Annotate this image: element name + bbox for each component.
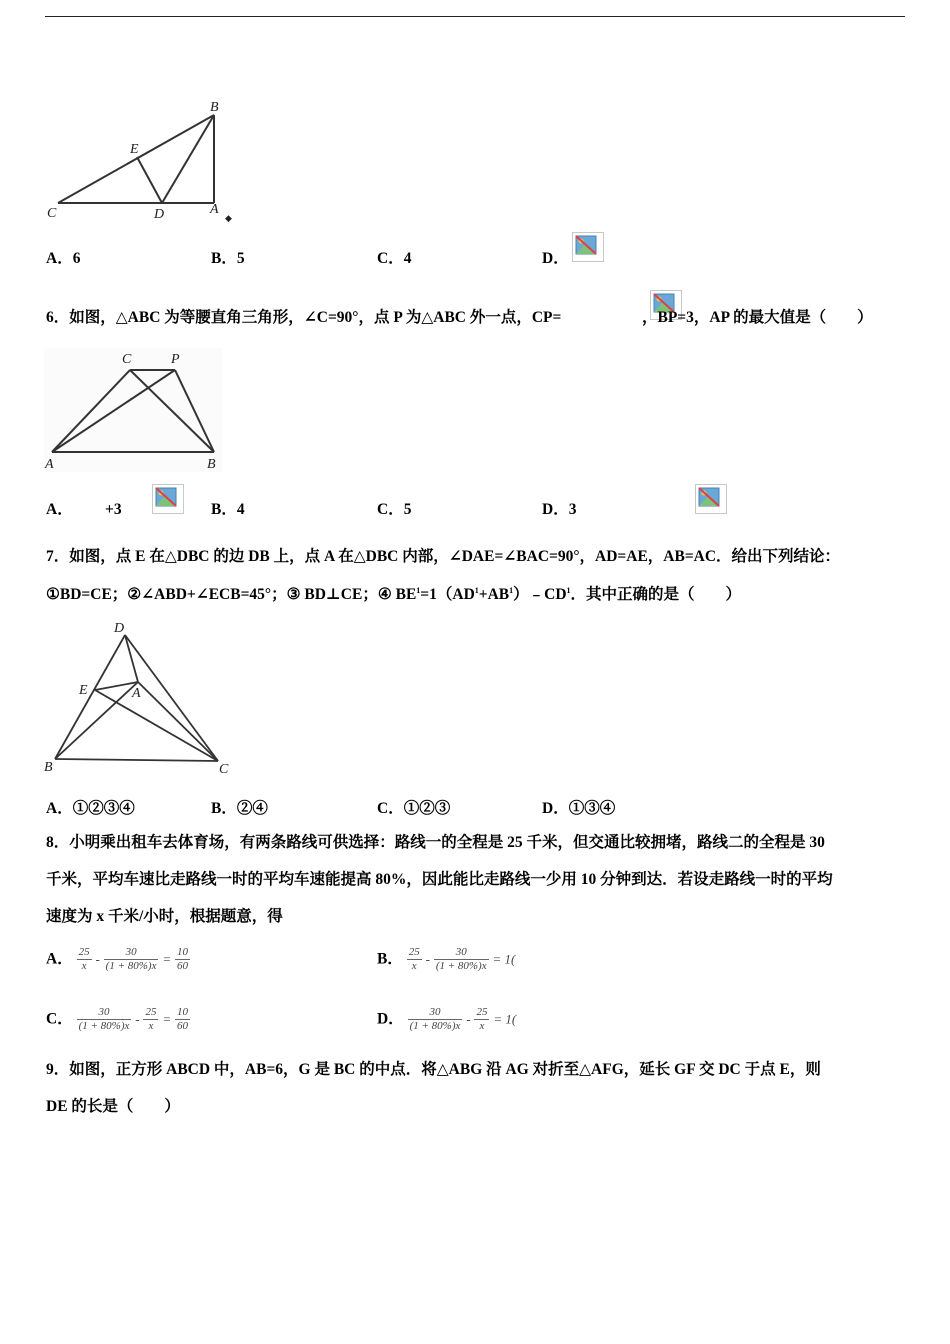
q7-sup4: 1: [566, 586, 571, 595]
q7-option-c: [377, 799, 450, 819]
q7-part4: ）﹣CD: [513, 586, 567, 604]
q5-option-c-text: 4: [403, 250, 412, 267]
q7-option-c-label: C．: [377, 800, 404, 817]
numerator: 25: [476, 1006, 488, 1018]
q9-stem-line2: DE 的长是（ ）: [46, 1098, 180, 1115]
q6-option-d: [542, 500, 576, 520]
figure-q5: [44, 95, 244, 225]
q6-option-a-label: A．: [46, 501, 73, 518]
figure-q7: [40, 615, 240, 780]
q8-option-a: [46, 946, 190, 973]
denominator: x: [411, 960, 417, 972]
fig5-mark: ◆: [225, 213, 232, 223]
q8-option-c-label: C．: [46, 1010, 73, 1028]
equals-sign: = 1(: [493, 1011, 517, 1027]
denominator: 60: [177, 1020, 188, 1032]
q6-stem-before: 6．如图，△ABC 为等腰直角三角形，∠C=90°，点 P 为△ABC 外一点，CP=: [46, 309, 562, 326]
fraction: [407, 946, 422, 973]
q6-option-b-text: 4: [236, 501, 245, 518]
numerator: 10: [177, 1006, 188, 1018]
figure-q6: [44, 348, 224, 474]
fraction: [77, 946, 92, 973]
q6-option-c-text: 5: [403, 501, 412, 518]
fig5-label-E: E: [130, 142, 139, 157]
q7-option-a-text: ①②③④: [72, 800, 135, 817]
numerator: 25: [145, 1006, 157, 1018]
q5-option-c: [377, 249, 411, 269]
q7-option-a: [46, 799, 135, 819]
equals-sign: = 1(: [492, 951, 516, 967]
q6-option-b-label: B．: [211, 501, 237, 518]
q7-sup2: 1: [474, 586, 479, 595]
q8-option-c: [46, 1006, 190, 1033]
q8-option-d-label: D．: [377, 1010, 404, 1028]
fraction: [143, 1006, 158, 1033]
q8-option-a-label: A．: [46, 950, 73, 968]
fig7-label-E: E: [79, 683, 88, 698]
numerator: 10: [177, 946, 188, 958]
minus-sign: -: [135, 1011, 140, 1027]
fraction: [175, 946, 190, 973]
q8-option-b: [377, 946, 515, 973]
fraction: [77, 1006, 132, 1033]
q5-option-d: [542, 249, 569, 269]
q6-stem: [46, 308, 561, 328]
q7-part5: ．其中正确的是（ ）: [570, 586, 742, 604]
equals-sign: =: [162, 951, 172, 967]
q6-option-a-text: +3: [105, 501, 122, 518]
equals-sign: =: [162, 1011, 172, 1027]
minus-sign: -: [95, 951, 100, 967]
q5-option-a: [46, 249, 80, 269]
denominator: (1 + 80%)x: [78, 1020, 130, 1032]
denominator: (1 + 80%)x: [105, 960, 157, 972]
numerator: 30: [77, 1006, 132, 1020]
q7-option-d: [542, 799, 615, 819]
denominator: x: [81, 960, 87, 972]
image-placeholder-icon: [152, 484, 184, 514]
fig5-label-D: D: [154, 207, 165, 222]
fig5-label-B: B: [210, 100, 219, 115]
q5-option-d-label: D．: [542, 250, 569, 267]
q5-option-b-label: B．: [211, 250, 237, 267]
fig6-label-B: B: [207, 457, 216, 472]
fig6-label-A: A: [45, 457, 54, 472]
image-placeholder-icon: [695, 484, 727, 514]
q9-stem-line1: 9．如图，正方形 ABCD 中，AB=6，G 是 BC 的中点．将△ABG 沿 AG 对折至△AFG，延长 GF 交 DC 于点 E，则: [46, 1061, 821, 1078]
image-placeholder-icon: [572, 232, 604, 262]
denominator: (1 + 80%)x: [435, 960, 487, 972]
numerator: 30: [434, 946, 489, 960]
q6-option-c: [377, 500, 411, 520]
q5-option-b-text: 5: [236, 250, 245, 267]
numerator: 25: [408, 946, 420, 958]
fraction: [175, 1006, 190, 1033]
q6-option-d-label: D．: [542, 501, 569, 518]
q7-option-d-label: D．: [542, 800, 569, 817]
q7-stem-line1: 7．如图，点 E 在△DBC 的边 DB 上，点 A 在△DBC 内部，∠DAE=∠BAC=90°，AD=AE，AB=AC．给出下列结论：: [46, 548, 841, 565]
q7-sup3: 1: [509, 586, 514, 595]
numerator: 30: [104, 946, 159, 960]
q6-option-d-text: 3: [568, 501, 577, 518]
denominator: x: [479, 1020, 485, 1032]
q5-option-b: [211, 249, 245, 269]
q7-option-b: [211, 799, 268, 819]
fig6-label-P: P: [171, 352, 180, 367]
q6-option-a: [46, 500, 73, 520]
q5-option-a-label: A．: [46, 250, 73, 267]
q7-option-c-text: ①②③: [403, 800, 451, 817]
q7-stem-line2: [46, 581, 741, 605]
fraction: [434, 946, 489, 973]
q6-option-b: [211, 500, 245, 520]
q8-stem-line1: 8．小明乘出租车去体育场，有两条路线可供选择：路线一的全程是 25 千米，但交通比较拥堵，路线二的全程是 30: [46, 834, 825, 851]
q8-option-d: [377, 1006, 516, 1033]
fig5-label-A: A: [210, 202, 219, 217]
minus-sign: -: [425, 951, 430, 967]
denominator: (1 + 80%)x: [409, 1020, 461, 1032]
fraction: [104, 946, 159, 973]
fraction: [408, 1006, 463, 1033]
denominator: x: [148, 1020, 154, 1032]
q5-option-c-label: C．: [377, 250, 404, 267]
q6-stem-after: ，BP=3，AP 的最大值是（ ）: [642, 309, 873, 326]
q5-option-a-text: 6: [72, 250, 81, 267]
q7-option-d-text: ①③④: [568, 800, 616, 817]
minus-sign: -: [466, 1011, 471, 1027]
q8-option-b-label: B．: [377, 950, 403, 968]
fig7-label-D: D: [114, 621, 125, 636]
fig5-label-C: C: [47, 206, 57, 221]
fig7-label-A: A: [132, 686, 141, 701]
q7-option-b-label: B．: [211, 800, 237, 817]
q7-option-a-label: A．: [46, 800, 73, 817]
fig7-label-C: C: [219, 762, 229, 777]
q7-part3: +AB: [478, 586, 510, 604]
fig7-label-B: B: [44, 760, 53, 775]
q7-part2: =1（AD: [420, 586, 475, 604]
numerator: 30: [408, 1006, 463, 1020]
q8-stem-line2: 千米，平均车速比走路线一时的平均车速能提高 80%，因此能比走路线一少用 10 分钟到达．若设走路线一时的平均: [46, 871, 833, 888]
q7-sup1: 1: [416, 586, 421, 595]
numerator: 25: [78, 946, 90, 958]
q6-option-c-label: C．: [377, 501, 404, 518]
q8-stem-line3: 速度为 x 千米/小时，根据题意，得: [46, 908, 283, 925]
header-rule: [45, 16, 905, 17]
fraction: [474, 1006, 489, 1033]
denominator: 60: [177, 960, 188, 972]
fig6-label-C: C: [122, 352, 132, 367]
q7-option-b-text: ②④: [236, 800, 268, 817]
q7-part1: ①BD=CE；②∠ABD+∠ECB=45°；③ BD⊥CE；④ BE: [46, 586, 417, 604]
